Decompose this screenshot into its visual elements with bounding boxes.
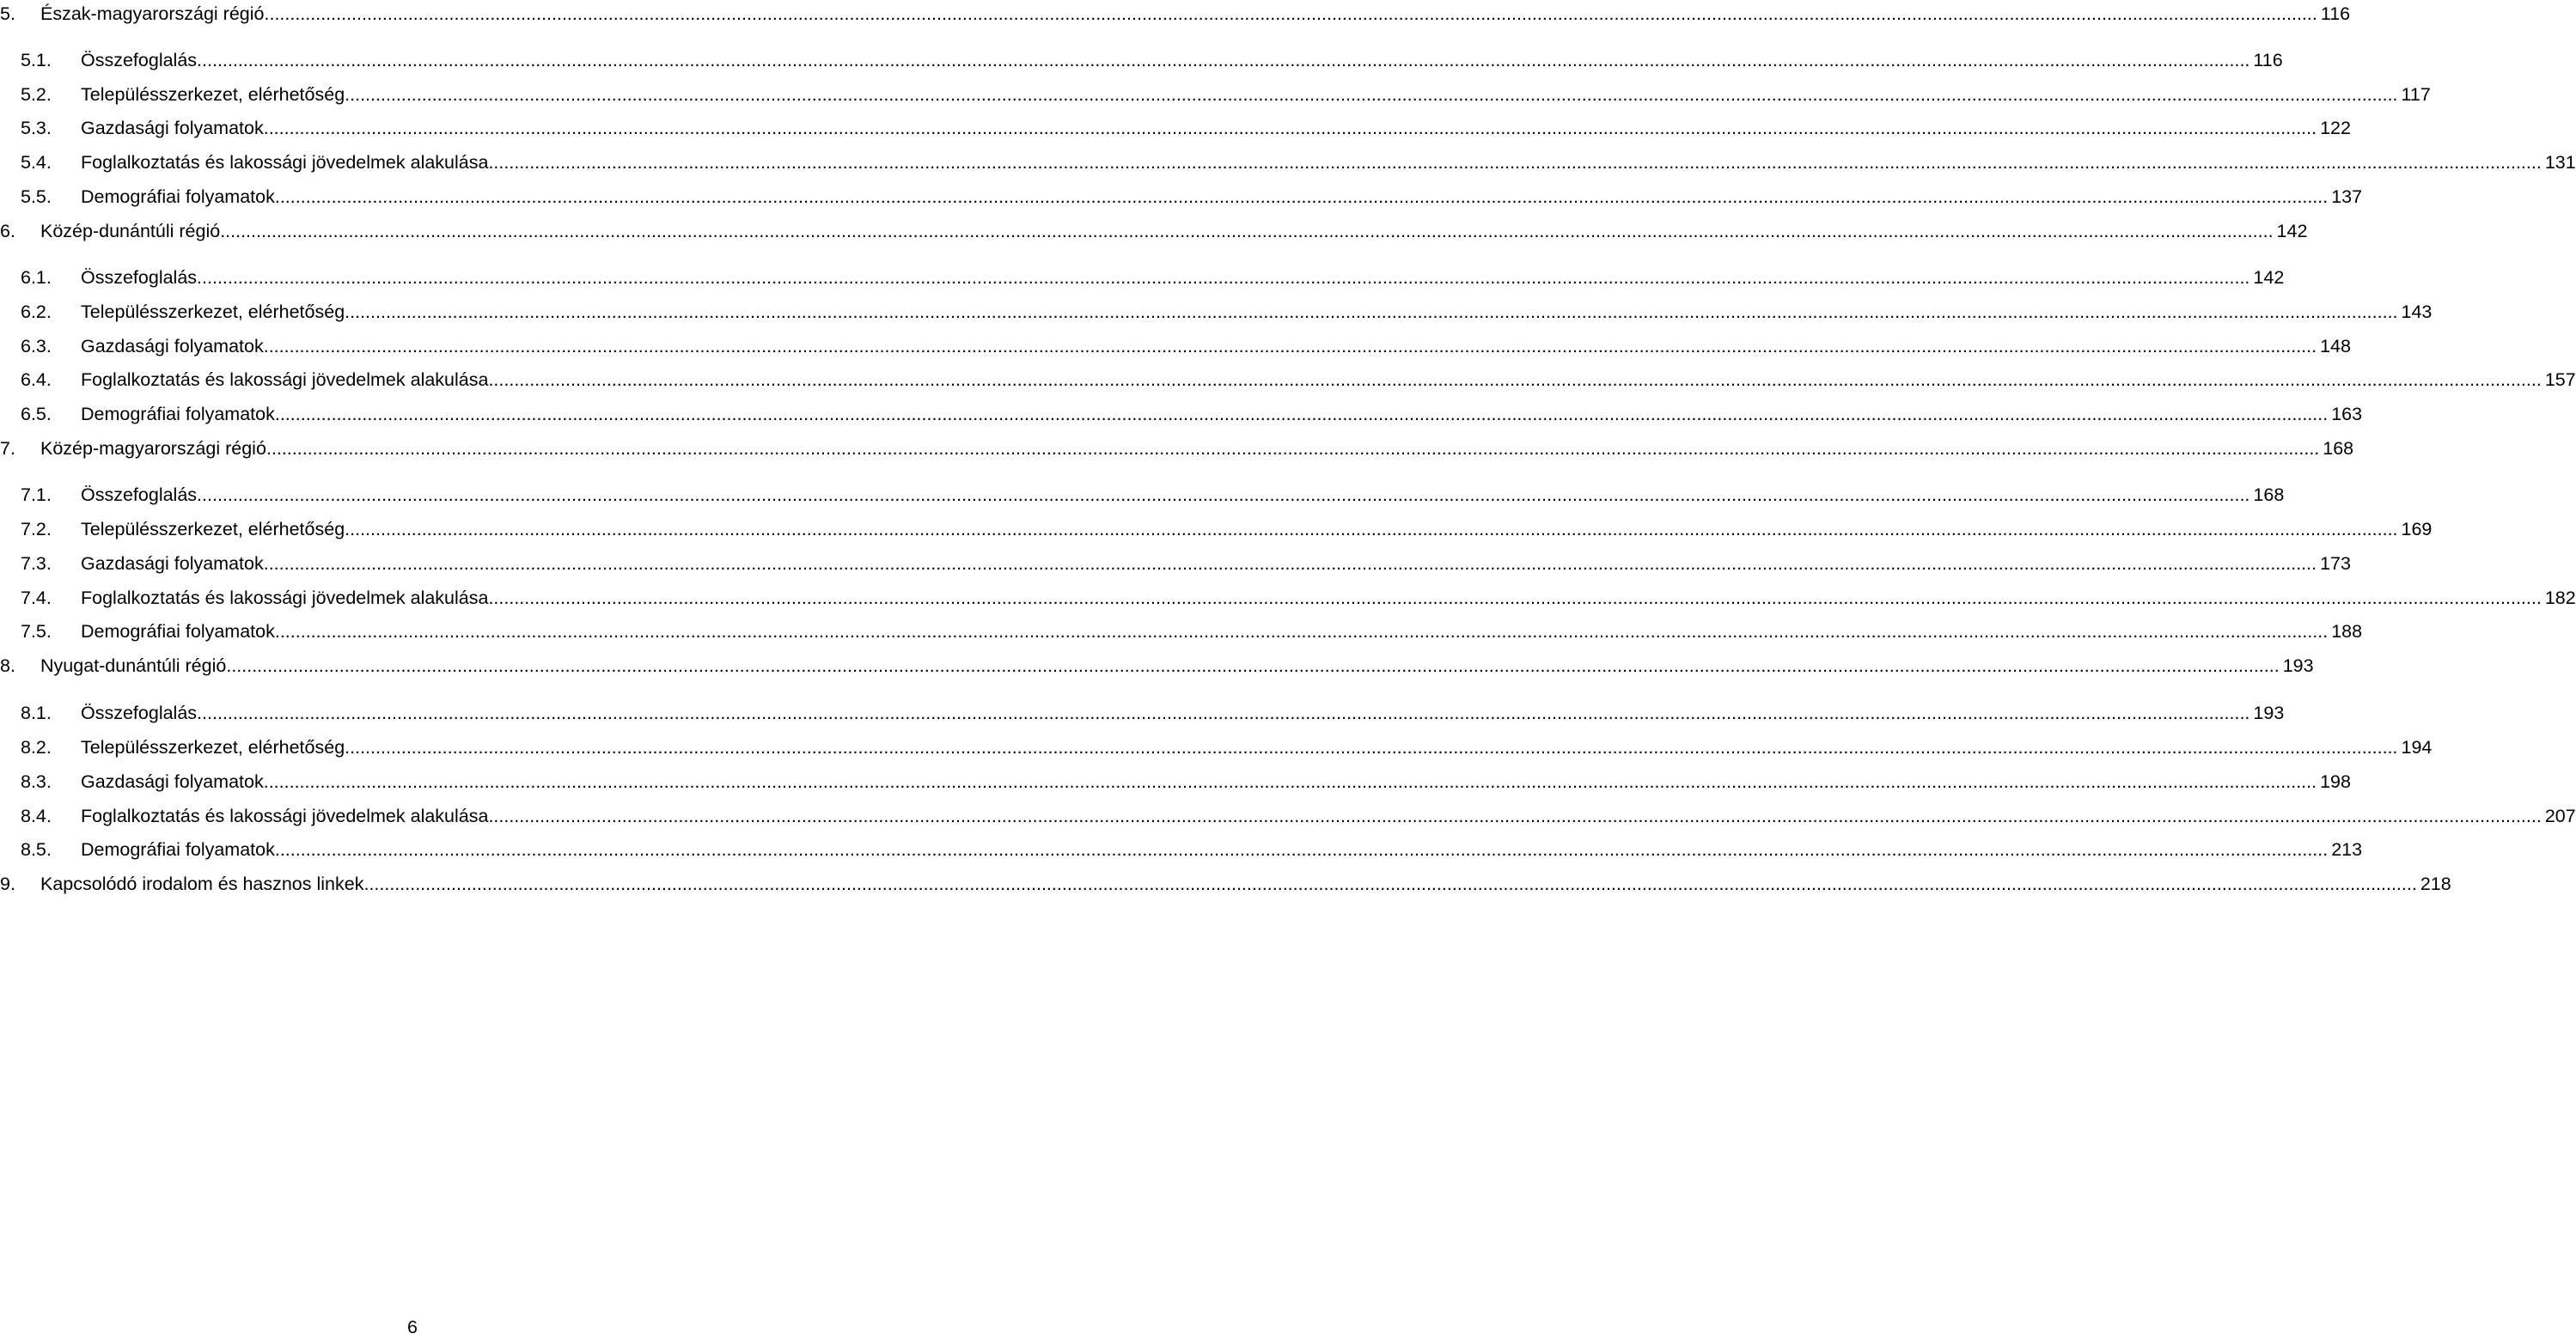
toc-entry-page: 157	[2544, 369, 2576, 390]
toc-entry-leader-line	[81, 837, 2363, 862]
toc-chapter-entry[interactable]	[0, 653, 2314, 679]
toc-entry-leader-line	[81, 299, 2433, 325]
toc-section-entry[interactable]	[0, 367, 2576, 393]
dot-leader: ................................................................................................................................................................................................................................................................................................................................................................................................................	[363, 874, 2417, 894]
dot-leader: ................................................................................................................................................................................................................................................................................................................................................................................................................	[274, 621, 2329, 642]
toc-entry-title: Közép-dunántúli régió	[40, 221, 221, 241]
toc-entry-leader-line	[40, 218, 2308, 244]
toc-entry-page: 122	[2320, 118, 2351, 138]
toc-section-entry[interactable]	[0, 401, 2363, 427]
dot-leader: ................................................................................................................................................................................................................................................................................................................................................................................................................	[264, 3, 2317, 24]
toc-entry-page: 213	[2331, 839, 2363, 860]
toc-entry-page: 163	[2331, 404, 2363, 424]
toc-entry-page: 193	[2282, 655, 2314, 676]
dot-leader: ................................................................................................................................................................................................................................................................................................................................................................................................................	[274, 404, 2329, 424]
toc-entry-leader-line	[40, 871, 2451, 897]
toc-entry-page: 194	[2401, 737, 2433, 758]
toc-section-entry[interactable]	[0, 299, 2433, 325]
toc-entry-page: 188	[2331, 621, 2363, 642]
dot-leader: ................................................................................................................................................................................................................................................................................................................................................................................................................	[488, 588, 2542, 608]
toc-entry-title: Gazdasági folyamatok	[81, 771, 264, 792]
toc-entry-leader-line	[81, 265, 2285, 290]
dot-leader: ................................................................................................................................................................................................................................................................................................................................................................................................................	[197, 50, 2250, 70]
toc-entry-leader-line	[81, 769, 2351, 795]
dot-leader: ................................................................................................................................................................................................................................................................................................................................................................................................................	[220, 221, 2274, 241]
toc-entry-page: 142	[2276, 221, 2308, 241]
toc-entry-page: 168	[2323, 438, 2354, 459]
dot-leader: ................................................................................................................................................................................................................................................................................................................................................................................................................	[488, 806, 2542, 826]
toc-section-entry[interactable]	[0, 803, 2576, 829]
dot-leader: ................................................................................................................................................................................................................................................................................................................................................................................................................	[263, 336, 2317, 356]
toc-entry-number: 6.1.	[21, 267, 52, 288]
toc-section-entry[interactable]	[0, 333, 2351, 359]
toc-entry-page: 182	[2544, 588, 2576, 608]
toc-entry-title: Nyugat-dunántúli régió	[40, 655, 227, 676]
toc-entry-number: 7.	[0, 438, 15, 459]
dot-leader: ................................................................................................................................................................................................................................................................................................................................................................................................................	[266, 438, 2320, 459]
toc-entry-title: Észak-magyarországi régió	[40, 3, 265, 24]
toc-entry-number: 5.2.	[21, 84, 52, 105]
toc-section-entry[interactable]	[0, 516, 2433, 542]
toc-entry-page: 207	[2544, 806, 2576, 826]
toc-entry-number: 6.3.	[21, 336, 52, 356]
toc-entry-number: 6.2.	[21, 302, 52, 322]
toc-entry-leader-line	[81, 82, 2431, 107]
toc-entry-title: Foglalkoztatás és lakossági jövedelmek alakulása	[81, 369, 489, 390]
toc-entry-leader-line	[81, 482, 2285, 508]
toc-entry-page: 117	[2401, 84, 2431, 105]
toc-section-entry[interactable]	[0, 184, 2363, 210]
dot-leader: ................................................................................................................................................................................................................................................................................................................................................................................................................	[345, 302, 2398, 322]
toc-entry-number: 5.5.	[21, 186, 52, 207]
toc-entry-title: Településszerkezet, elérhetőség	[81, 84, 345, 105]
dot-leader: ................................................................................................................................................................................................................................................................................................................................................................................................................	[263, 553, 2317, 574]
toc-entry-page: 137	[2331, 186, 2363, 207]
toc-entry-page: 131	[2544, 152, 2576, 173]
toc-entry-title: Összefoglalás	[81, 703, 198, 723]
toc-entry-leader-line	[81, 333, 2351, 359]
toc-entry-number: 7.5.	[21, 621, 52, 642]
toc-entry-number: 9.	[0, 874, 15, 894]
dot-leader: ................................................................................................................................................................................................................................................................................................................................................................................................................	[197, 267, 2250, 288]
dot-leader: ................................................................................................................................................................................................................................................................................................................................................................................................................	[274, 839, 2329, 860]
toc-entry-number: 8.1.	[21, 703, 52, 723]
toc-entry-page: 218	[2420, 874, 2451, 894]
toc-entry-number: 5.1.	[21, 50, 52, 70]
toc-chapter-entry[interactable]	[0, 218, 2308, 244]
dot-leader: ................................................................................................................................................................................................................................................................................................................................................................................................................	[263, 118, 2317, 138]
toc-section-entry[interactable]	[0, 47, 2283, 73]
dot-leader: ................................................................................................................................................................................................................................................................................................................................................................................................................	[345, 737, 2398, 758]
toc-section-entry[interactable]	[0, 551, 2351, 576]
dot-leader: ................................................................................................................................................................................................................................................................................................................................................................................................................	[197, 484, 2250, 505]
toc-entry-title: Demográfiai folyamatok	[81, 404, 275, 424]
toc-entry-page: 148	[2320, 336, 2351, 356]
toc-entry-number: 6.5.	[21, 404, 52, 424]
toc-entry-page: 173	[2320, 553, 2351, 574]
toc-section-entry[interactable]	[0, 82, 2431, 107]
toc-entry-number: 6.	[0, 221, 15, 241]
toc-entry-leader-line	[81, 551, 2351, 576]
toc-entry-title: Demográfiai folyamatok	[81, 621, 275, 642]
toc-entry-title: Gazdasági folyamatok	[81, 553, 264, 574]
toc-entry-title: Közép-magyarországi régió	[40, 438, 266, 459]
toc-entry-page: 198	[2320, 771, 2351, 792]
toc-entry-leader-line	[40, 436, 2354, 461]
toc-entry-title: Demográfiai folyamatok	[81, 186, 275, 207]
toc-section-entry[interactable]	[0, 265, 2285, 290]
toc-entry-leader-line	[81, 585, 2576, 611]
toc-section-entry[interactable]	[0, 585, 2576, 611]
toc-entry-number: 6.4.	[21, 369, 52, 390]
toc-entry-leader-line	[81, 367, 2576, 393]
toc-entry-title: Összefoglalás	[81, 267, 198, 288]
dot-leader: ................................................................................................................................................................................................................................................................................................................................................................................................................	[274, 186, 2329, 207]
toc-entry-page: 168	[2253, 484, 2285, 505]
toc-chapter-entry[interactable]	[0, 871, 2451, 897]
toc-chapter-entry[interactable]	[0, 436, 2354, 461]
toc-entry-title: Településszerkezet, elérhetőség	[81, 302, 345, 322]
toc-entry-leader-line	[81, 516, 2433, 542]
toc-entry-leader-line	[81, 618, 2363, 644]
toc-entry-title: Demográfiai folyamatok	[81, 839, 275, 860]
toc-section-entry[interactable]	[0, 734, 2433, 760]
toc-section-entry[interactable]	[0, 618, 2363, 644]
toc-entry-leader-line	[81, 47, 2283, 73]
toc-entry-number: 7.1.	[21, 484, 52, 505]
toc-entry-page: 193	[2253, 703, 2285, 723]
toc-entry-page: 169	[2401, 519, 2433, 539]
toc-entry-page: 116	[2320, 3, 2351, 24]
toc-entry-number: 5.3.	[21, 118, 52, 138]
toc-section-entry[interactable]	[0, 700, 2285, 726]
toc-entry-number: 8.5.	[21, 839, 52, 860]
dot-leader: ................................................................................................................................................................................................................................................................................................................................................................................................................	[263, 771, 2317, 792]
toc-entry-leader-line	[81, 149, 2576, 175]
dot-leader: ................................................................................................................................................................................................................................................................................................................................................................................................................	[345, 519, 2398, 539]
toc-entry-leader-line	[81, 184, 2363, 210]
toc-entry-number: 5.4.	[21, 152, 52, 173]
toc-entry-title: Foglalkoztatás és lakossági jövedelmek alakulása	[81, 152, 489, 173]
toc-section-entry[interactable]	[0, 837, 2363, 862]
toc-entry-title: Gazdasági folyamatok	[81, 336, 264, 356]
toc-entry-page: 143	[2401, 302, 2433, 322]
toc-entry-leader-line	[81, 115, 2351, 141]
dot-leader: ................................................................................................................................................................................................................................................................................................................................................................................................................	[226, 655, 2280, 676]
toc-entry-leader-line	[81, 734, 2433, 760]
toc-entry-title: Foglalkoztatás és lakossági jövedelmek alakulása	[81, 588, 489, 608]
toc-section-entry[interactable]	[0, 482, 2285, 508]
toc-entry-number: 8.3.	[21, 771, 52, 792]
toc-entry-leader-line	[81, 401, 2363, 427]
toc-entry-number: 5.	[0, 3, 15, 24]
toc-section-entry[interactable]	[0, 149, 2576, 175]
toc-entry-title: Kapcsolódó irodalom és hasznos linkek	[40, 874, 364, 894]
toc-entry-page: 116	[2253, 50, 2283, 70]
toc-entry-title: Foglalkoztatás és lakossági jövedelmek alakulása	[81, 806, 489, 826]
toc-entry-title: Összefoglalás	[81, 50, 198, 70]
dot-leader: ................................................................................................................................................................................................................................................................................................................................................................................................................	[345, 84, 2398, 105]
toc-entry-title: Településszerkezet, elérhetőség	[81, 737, 345, 758]
toc-entry-title: Településszerkezet, elérhetőség	[81, 519, 345, 539]
toc-entry-page: 142	[2253, 267, 2285, 288]
toc-entry-number: 7.4.	[21, 588, 52, 608]
dot-leader: ................................................................................................................................................................................................................................................................................................................................................................................................................	[488, 152, 2542, 173]
toc-section-entry[interactable]	[0, 115, 2351, 141]
toc-entry-number: 8.2.	[21, 737, 52, 758]
toc-entry-leader-line	[81, 803, 2576, 829]
dot-leader: ................................................................................................................................................................................................................................................................................................................................................................................................................	[488, 369, 2542, 390]
toc-entry-leader-line	[81, 700, 2285, 726]
toc-entry-leader-line	[40, 1, 2351, 27]
toc-entry-number: 7.2.	[21, 519, 52, 539]
dot-leader: ................................................................................................................................................................................................................................................................................................................................................................................................................	[197, 703, 2250, 723]
toc-chapter-entry[interactable]	[0, 1, 2351, 27]
toc-entry-title: Összefoglalás	[81, 484, 198, 505]
toc-entry-leader-line	[40, 653, 2314, 679]
toc-entry-number: 8.4.	[21, 806, 52, 826]
toc-section-entry[interactable]	[0, 769, 2351, 795]
toc-entry-title: Gazdasági folyamatok	[81, 118, 264, 138]
page-number: 6	[407, 1317, 418, 1337]
toc-entry-number: 7.3.	[21, 553, 52, 574]
toc-entry-number: 8.	[0, 655, 15, 676]
